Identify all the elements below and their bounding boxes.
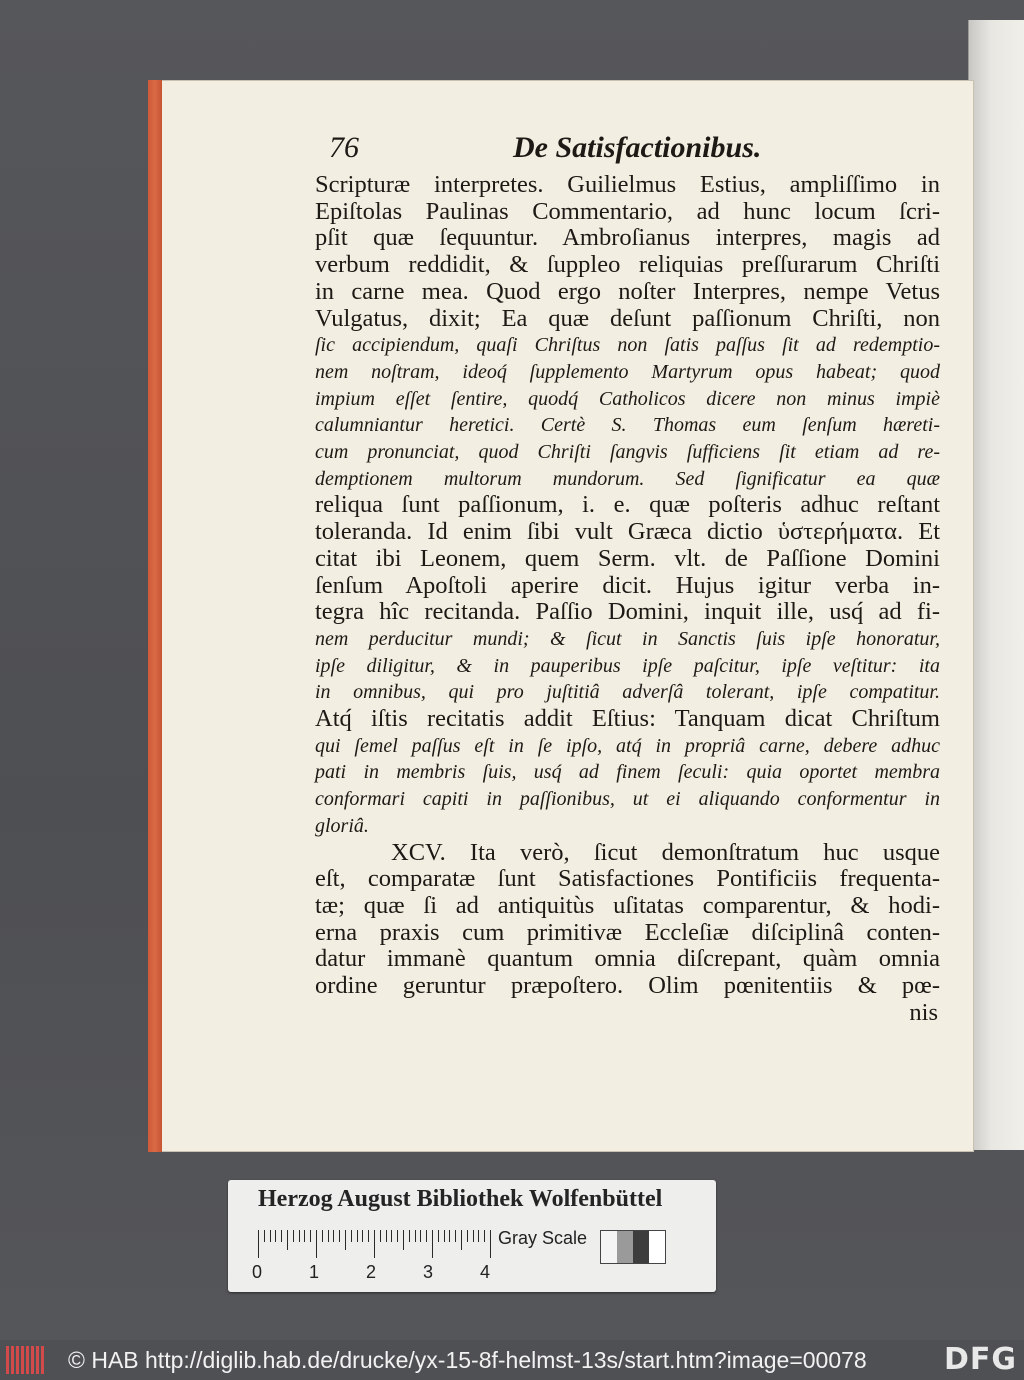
ruler-label: 0: [252, 1262, 263, 1282]
text-line: calumniantur heretici. Certè S. Thomas eum ſenſum hæreti-: [315, 414, 940, 437]
ruler-tick: [449, 1230, 450, 1242]
ruler-tick: [258, 1230, 259, 1258]
ruler-tick: [484, 1230, 485, 1242]
ruler-tick: [426, 1230, 427, 1242]
page-header: [315, 128, 940, 172]
catchword: nis: [909, 998, 938, 1026]
ruler-tick: [380, 1230, 381, 1242]
gray-swatch: [601, 1231, 617, 1263]
text-line: conformari capiti in paſſionibus, ut ei aliquando conformentur in: [315, 788, 940, 811]
gray-swatch: [649, 1231, 665, 1263]
text-line: nem noſtram, ideoq́ ſupplemento Martyrum opus habeat; quod: [315, 360, 940, 383]
ruler-tick: [351, 1230, 352, 1242]
ruler-tick: [478, 1230, 479, 1242]
ruler-tick: [391, 1230, 392, 1242]
ruler-tick: [415, 1230, 416, 1242]
ruler-tick: [397, 1230, 398, 1242]
text-line: tegra hîc recitanda. Paſſio Domini, inquit ille, usq́ ad fi-: [315, 598, 940, 626]
text-line: qui ſemel paſſus eſt in ſe ipſo, atq́ in propriâ carne, debere adhuc: [315, 734, 940, 757]
ruler-tick: [310, 1230, 311, 1242]
facing-page-edge: [968, 20, 1024, 1150]
viewer-footer: [0, 1340, 1024, 1380]
ruler-tick: [275, 1230, 276, 1242]
ruler-tick: [362, 1230, 363, 1242]
ruler-tick: [438, 1230, 439, 1242]
text-line: citat ibi Leonem, quem Serm. vlt. de Paſſione Domini: [315, 544, 940, 572]
text-line: Vulgatus, dixit; Ea quæ deſunt paſſionum Chriſti, non: [315, 304, 940, 332]
page-text: [315, 128, 940, 1027]
ruler-tick: [293, 1230, 294, 1242]
ruler-tick: [345, 1230, 346, 1250]
ruler-tick: [339, 1230, 340, 1242]
ruler-tick: [467, 1230, 468, 1242]
ruler-tick: [386, 1230, 387, 1242]
ruler-tick: [403, 1230, 404, 1250]
ruler-tick: [287, 1230, 288, 1250]
ruler-label: 2: [366, 1262, 377, 1282]
text-line: pati in membris ſuis, usq́ ad finem ſeculi: quia oportet membra: [315, 761, 940, 784]
gray-swatch: [617, 1231, 633, 1263]
ruler-tick: [444, 1230, 445, 1242]
text-line: nem perducitur mundi; & ſicut in Sanctis ſuis ipſe honoratur,: [315, 627, 940, 650]
text-line: verbum reddidit, & ſuppleo reliquias preſſurarum Chriſti: [315, 251, 940, 279]
ruler-tick: [455, 1230, 456, 1242]
text-line: Atq́ iſtis recitatis addit Eſtius: Tanquam dicat Chriſtum: [315, 705, 940, 733]
ruler-tick: [304, 1230, 305, 1242]
text-lines: [315, 172, 940, 1000]
ruler-label: 1: [309, 1262, 320, 1282]
text-line: datur immanè quantum omnia diſcrepant, quàm omnia: [315, 945, 940, 973]
text-line: ordine geruntur præpoſtero. Olim pœnitentiis & pœ-: [315, 972, 940, 1000]
ruler-tick: [432, 1230, 433, 1258]
ruler-label: 4: [480, 1262, 491, 1282]
ruler-tick: [328, 1230, 329, 1242]
red-page-edge: [148, 80, 162, 1152]
text-line: eſt, comparatæ ſunt Satisfactiones Pontificiis frequenta-: [315, 865, 940, 893]
ruler-tick: [357, 1230, 358, 1242]
ruler-tick: [264, 1230, 265, 1242]
ruler-tick: [333, 1230, 334, 1242]
ruler-tick: [281, 1230, 282, 1242]
ruler-tick: [420, 1230, 421, 1242]
scale-ruler: [258, 1230, 498, 1270]
ruler-tick: [490, 1230, 491, 1258]
library-title: Herzog August Bibliothek Wolfenbüttel: [258, 1186, 663, 1212]
text-line: Epiſtolas Paulinas Commentario, ad hunc locum ſcri-: [315, 197, 940, 225]
text-line: ipſe diligitur, & in pauperibus ipſe paſcitur, ipſe veſtitur: ita: [315, 654, 940, 677]
gray-scale-label: Gray Scale: [498, 1228, 588, 1248]
ruler-tick: [316, 1230, 317, 1258]
text-line: Scripturæ interpretes. Guilielmus Estius, ampliſſimo in: [315, 171, 940, 198]
ruler-tick: [299, 1230, 300, 1242]
text-line: in omnibus, qui pro juſtitiâ adverſâ tolerant, ipſe compatitur.: [315, 681, 940, 704]
text-line: toleranda. Id enim ſibi vult Græca dictio ὑστερήματα. Et: [315, 518, 940, 546]
calibration-card: [228, 1180, 716, 1292]
text-line: ſic accipiendum, quaſi Chriſtus non ſatis paſſus ſit ad redemptio-: [315, 334, 940, 357]
ruler-tick: [374, 1230, 375, 1258]
source-url[interactable]: © HAB http://diglib.hab.de/drucke/yx-15-8f-helmst-13s/start.htm?image=00078: [68, 1347, 867, 1373]
ruler-tick: [409, 1230, 410, 1242]
dfg-logo: DFG: [944, 1342, 1018, 1377]
ruler-tick: [368, 1230, 369, 1242]
gray-scale-swatches: [600, 1230, 666, 1264]
ruler-tick: [473, 1230, 474, 1242]
gray-swatch: [633, 1231, 649, 1263]
hab-barcode-logo-icon: [6, 1346, 48, 1374]
ruler-label: 3: [423, 1262, 434, 1282]
text-line: pſit quæ ſequuntur. Ambroſianus interpres, magis ad: [315, 224, 940, 252]
running-title: De Satisfactionibus.: [513, 131, 762, 164]
text-line: gloriâ.: [315, 814, 369, 837]
text-line: XCV. Ita verò, ſicut demonſtratum huc usque: [391, 838, 940, 866]
text-line: reliqua ſunt paſſionum, i. e. quæ poſteris adhuc reſtant: [315, 491, 940, 519]
text-line: demptionem multorum mundorum. Sed ſignificatur ea quæ: [315, 467, 940, 490]
text-line: erna praxis cum primitivæ Eccleſiæ diſciplinâ conten-: [315, 918, 940, 946]
ruler-tick: [270, 1230, 271, 1242]
text-line: tæ; quæ ſi ad antiquitùs uſitatas comparentur, & hodi-: [315, 891, 940, 919]
text-line: cum pronunciat, quod Chriſti ſangvis ſufficiens ſit etiam ad re-: [315, 441, 940, 464]
ruler-tick: [322, 1230, 323, 1242]
page-number: 76: [329, 131, 359, 164]
text-line: ſenſum Apoſtoli aperire dicit. Hujus igitur verba in-: [315, 571, 940, 599]
ruler-tick: [461, 1230, 462, 1250]
text-line: in carne mea. Quod ergo noſter Interpres, nempe Vetus: [315, 277, 940, 305]
text-line: impium eſſet ſentire, quodq́ Catholicos dicere non minus impiè: [315, 387, 940, 410]
